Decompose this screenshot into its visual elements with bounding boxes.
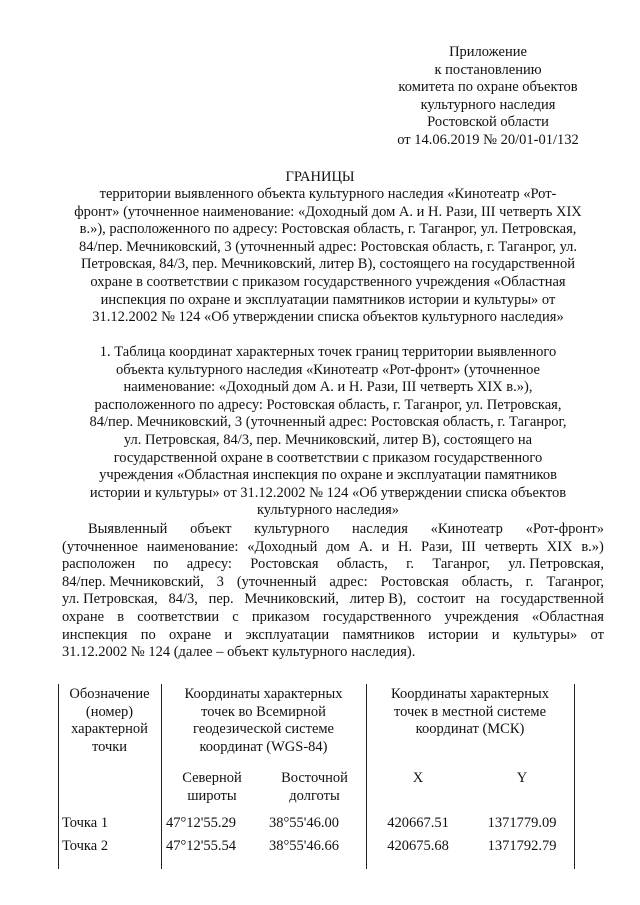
paragraph-word: эксплуатации <box>245 626 330 643</box>
paragraph-word: культуры» <box>512 626 578 643</box>
header-line: точек в местной системе <box>393 703 547 720</box>
paragraph-word: учреждения <box>444 608 519 625</box>
paragraph-word: адрес: <box>329 573 368 590</box>
row-x: 420667.51 <box>387 815 449 831</box>
paragraph-word: Рази, <box>420 538 453 555</box>
header-line: характерной <box>71 721 148 738</box>
section-heading <box>58 344 598 520</box>
row-lon: 38°55'46.00 <box>269 815 340 831</box>
paragraph-word: наименование: <box>146 538 239 555</box>
paragraph-word: А. <box>358 538 373 555</box>
paragraph-word: пер. <box>208 591 234 608</box>
paragraph-word: г. <box>406 556 415 573</box>
paragraph-line <box>62 556 604 574</box>
paragraph-word: «Кинотеатр <box>430 521 503 537</box>
paragraph-word: в.») <box>581 538 604 555</box>
row-point: Точка 2 <box>62 838 109 854</box>
paragraph-word: 31.12.2002 № 124 (далее – объект культурного наследия). <box>62 644 416 661</box>
paragraph-word: охране <box>169 626 212 643</box>
paragraph-word: Мечниковский, <box>244 591 339 608</box>
paragraph-word: инспекция <box>62 626 128 643</box>
appendix-line: от 14.06.2019 № 20/01-01/132 <box>397 131 579 148</box>
subtitle-line: территории выявленного объекта культурного наследия «Кинотеатр «Рот- <box>99 186 557 202</box>
paragraph-word: четверть <box>484 538 538 555</box>
header-line: Северной <box>182 770 242 786</box>
paragraph-word: III <box>461 538 476 555</box>
header-line: Координаты характерных <box>184 686 343 702</box>
section-line: учреждения «Областная инспекция по охране и эксплуатации памятников <box>99 467 557 484</box>
paragraph-word: соответствии <box>137 608 220 625</box>
subtitle-line: инспекция по охране и эксплуатации памятников истории и культуры» от <box>100 291 556 308</box>
row-y: 1371779.09 <box>487 815 557 831</box>
section-line: ул. Петровская, 84/3, пер. Мечниковский, литер В), состоящего на <box>123 431 533 448</box>
appendix-line: Приложение <box>449 44 527 60</box>
paragraph-word: Таганрог, <box>546 573 604 590</box>
paragraph-word: истории <box>428 626 479 643</box>
row-lat: 47°12'55.54 <box>166 838 237 854</box>
table-border-right <box>574 684 575 869</box>
col-header-msk <box>366 686 574 739</box>
paragraph-word: наследия <box>352 521 408 537</box>
row-y: 1371792.79 <box>487 838 557 854</box>
document-title: ГРАНИЦЫ <box>285 169 355 185</box>
appendix-header <box>372 44 604 150</box>
paragraph-word: Выявленный <box>88 521 168 537</box>
row-lat: 47°12'55.29 <box>166 815 237 831</box>
header-line: точек во Всемирной <box>201 703 326 720</box>
paragraph-word: памятников <box>342 626 415 643</box>
paragraph-word: г. <box>525 573 534 590</box>
paragraph-word: расположен <box>62 556 136 573</box>
paragraph-line <box>62 574 604 592</box>
body-paragraph <box>62 521 604 662</box>
document-subtitle <box>58 186 598 327</box>
paragraph-word: XIX <box>546 538 573 555</box>
paragraph-word: от <box>590 626 604 643</box>
paragraph-word: ул. Петровская, <box>62 591 158 608</box>
section-line: культурного наследия» <box>256 502 400 519</box>
paragraph-word: Ростовская <box>380 573 449 590</box>
paragraph-word: (уточненный <box>236 573 317 590</box>
col-header-lat <box>161 770 263 805</box>
header-line: долготы <box>289 787 340 804</box>
col-header-x: X <box>412 770 424 786</box>
subtitle-line: охране в соответствии с приказом государственного учреждения «Областная <box>90 273 566 290</box>
paragraph-word: дом <box>326 538 350 555</box>
subtitle-line: 31.12.2002 № 124 «Об утверждении списка объектов культурного наследия» <box>92 309 564 326</box>
paragraph-word: государственного <box>322 608 432 625</box>
paragraph-word: государственной <box>500 591 604 608</box>
appendix-line: Ростовской области <box>427 114 549 131</box>
paragraph-word: Ростовская <box>250 556 319 573</box>
header-line: Обозначение <box>69 686 150 702</box>
row-point: Точка 1 <box>62 815 109 831</box>
col-header-wgs <box>161 686 366 756</box>
col-header-point <box>58 686 161 756</box>
section-line: наименование: «Доходный дом А. и Н. Рази, III четверть XIX в.»), <box>123 379 533 396</box>
paragraph-line <box>62 539 604 557</box>
paragraph-word: культурного <box>254 521 330 537</box>
paragraph-word: ул. Петровская, <box>508 556 604 573</box>
appendix-line: комитета по охране объектов <box>398 79 578 96</box>
paragraph-word: с <box>232 608 239 625</box>
paragraph-word: по <box>153 556 169 573</box>
subtitle-line: 84/пер. Мечниковский, 3 (уточненный адрес: Ростовская область, г. Таганрог, ул. <box>78 238 578 255</box>
subtitle-line: в.»), расположенного по адресу: Ростовская область, г. Таганрог, ул. Петровская, <box>79 221 577 238</box>
paragraph-word: и <box>381 538 390 555</box>
paragraph-word: на <box>475 591 490 608</box>
paragraph-word: 84/3, <box>168 591 198 608</box>
paragraph-word: адресу: <box>186 556 232 573</box>
row-x: 420675.68 <box>387 838 449 854</box>
paragraph-word: и <box>491 626 500 643</box>
paragraph-word: (уточненное <box>62 538 138 555</box>
paragraph-word: и <box>224 626 233 643</box>
paragraph-line <box>62 627 604 645</box>
paragraph-line <box>62 609 604 627</box>
appendix-line: к постановлению <box>434 61 542 78</box>
paragraph-word: объект <box>190 521 232 537</box>
section-line: истории и культуры» от 31.12.2002 № 124 «Об утверждении списка объектов <box>89 484 567 501</box>
subtitle-line: фронт» (уточненное наименование: «Доходный дом А. и Н. Рази, III четверть XIX <box>74 203 582 220</box>
paragraph-word: область, <box>336 556 388 573</box>
paragraph-word: «Рот-фронт» <box>525 521 604 537</box>
header-line: координат (МСК) <box>415 721 525 738</box>
header-line: (номер) <box>85 703 134 720</box>
row-lon: 38°55'46.66 <box>269 838 340 854</box>
paragraph-word: состоит <box>417 591 466 608</box>
section-line: 84/пер. Мечниковский, 3 (уточненный адрес: Ростовская область, г. Таганрог, <box>89 414 567 431</box>
paragraph-word: приказом <box>251 608 310 625</box>
header-line: широты <box>187 787 237 804</box>
header-line: геодезической системе <box>193 721 334 738</box>
appendix-line: культурного наследия <box>420 96 556 113</box>
paragraph-word: по <box>140 626 156 643</box>
paragraph-line <box>62 644 604 662</box>
paragraph-line <box>62 521 604 539</box>
subtitle-line: Петровская, 84/3, пер. Мечниковский, литер В), состоящего на государственной <box>80 256 576 273</box>
header-line: Координаты характерных <box>391 686 549 702</box>
section-line: государственной охране в соответствии с приказом государственного <box>113 449 543 466</box>
paragraph-word: в <box>117 608 125 625</box>
header-line: Восточной <box>281 770 348 786</box>
section-line: расположенного по адресу: Ростовская область, г. Таганрог, ул. Петровская, <box>94 396 562 413</box>
paragraph-word: Таганрог, <box>432 556 490 573</box>
header-line: координат (WGS-84) <box>199 738 328 755</box>
header-line: точки <box>91 738 128 755</box>
paragraph-word: область, <box>461 573 513 590</box>
col-header-y: Y <box>516 770 528 786</box>
paragraph-word: 84/пер. Мечниковский, <box>62 573 204 590</box>
paragraph-word: литер В), <box>349 591 407 608</box>
paragraph-word: 3 <box>216 573 224 590</box>
col-header-lon <box>263 770 366 805</box>
paragraph-word: Н. <box>398 538 413 555</box>
paragraph-line <box>62 591 604 609</box>
section-line: 1. Таблица координат характерных точек границ территории выявленного <box>99 344 557 360</box>
paragraph-word: «Областная <box>531 608 604 625</box>
paragraph-word: охране <box>62 608 105 625</box>
section-line: объекта культурного наследия «Кинотеатр «Рот-фронт» (уточненное <box>116 361 540 378</box>
paragraph-word: «Доходный <box>247 538 318 555</box>
